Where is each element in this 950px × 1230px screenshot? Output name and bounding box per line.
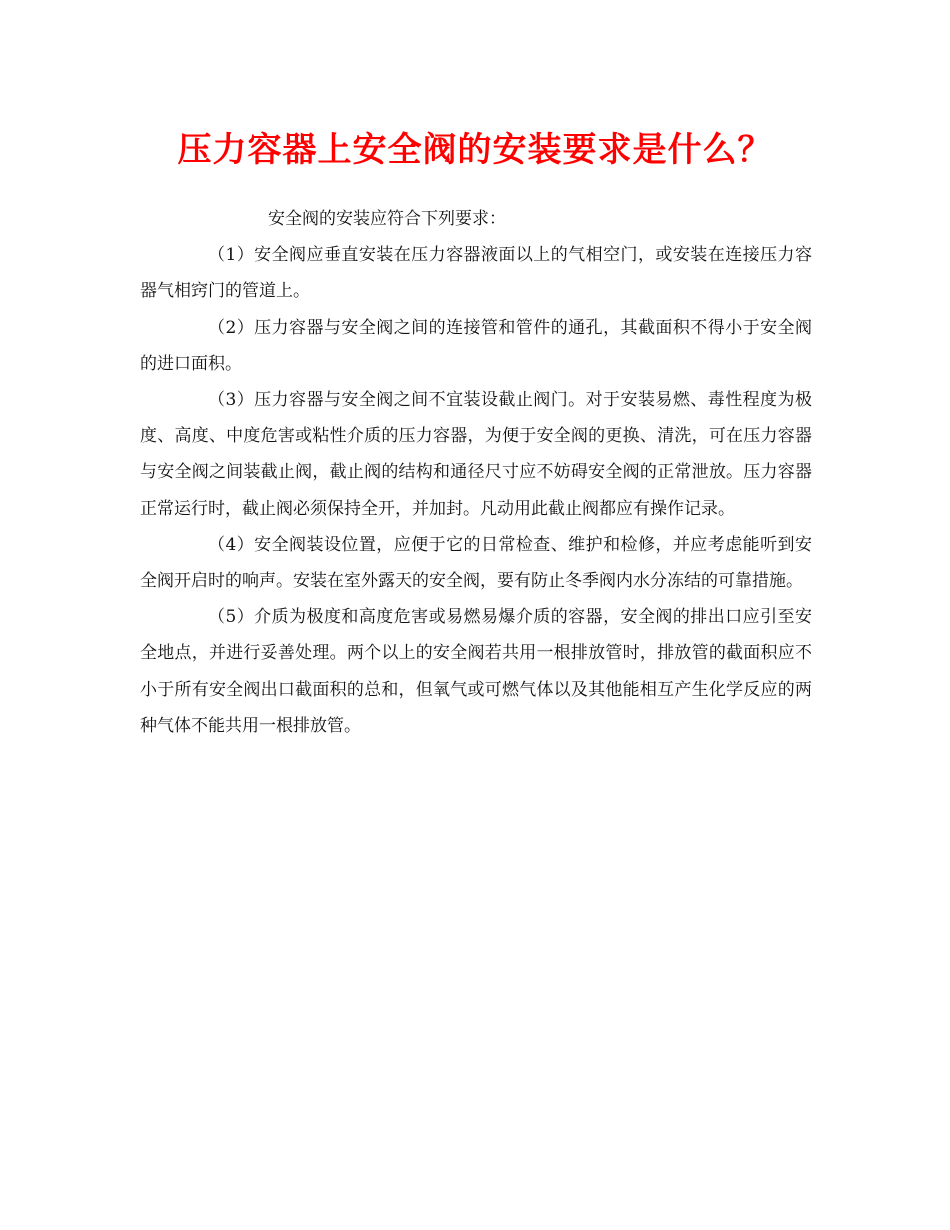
document-body bbox=[140, 201, 812, 744]
document-title: 压力容器上安全阀的安装要求是什么？ bbox=[177, 130, 773, 170]
requirement-item-4: （4）安全阀装设位置，应便于它的日常检查、维护和检修，并应考虑能听到安全阀开启时的响声。安装在室外露天的安全阀，要有防止冬季阀内水分冻结的可靠措施。 bbox=[140, 534, 812, 592]
requirement-item-1: （1）安全阀应垂直安装在压力容器液面以上的气相空门，或安装在连接压力容器气相窍门的管道上。 bbox=[140, 245, 812, 302]
intro-paragraph: 安全阀的安装应符合下列要求： bbox=[268, 209, 506, 229]
requirement-item-5: （5）介质为极度和高度危害或易燃易爆介质的容器，安全阀的排出口应引至安全地点，并进行妥善处理。两个以上的安全阀若共用一根排放管时，排放管的截面积应不小于所有安全阀出口截面积的总和，但氧气或可燃气体以及其他能相互产生化学反应的两种气体不能共用一根排放管。 bbox=[140, 607, 812, 736]
requirement-item-2: （2）压力容器与安全阀之间的连接管和管件的通孔，其截面积不得小于安全阀的进口面积。 bbox=[140, 317, 812, 374]
requirement-item-3: （3）压力容器与安全阀之间不宜装设截止阀门。对于安装易燃、毒性程度为极度、高度、中度危害或粘性介质的压力容器，为便于安全阀的更换、清洗，可在压力容器与安全阀之间装截止阀，截止阀的结构和通径尺寸应不妨碍安全阀的正常泄放。压力容器正常运行时，截止阀必须保持全开，并加封。凡动用此截止阀都应有操作记录。 bbox=[140, 390, 812, 519]
